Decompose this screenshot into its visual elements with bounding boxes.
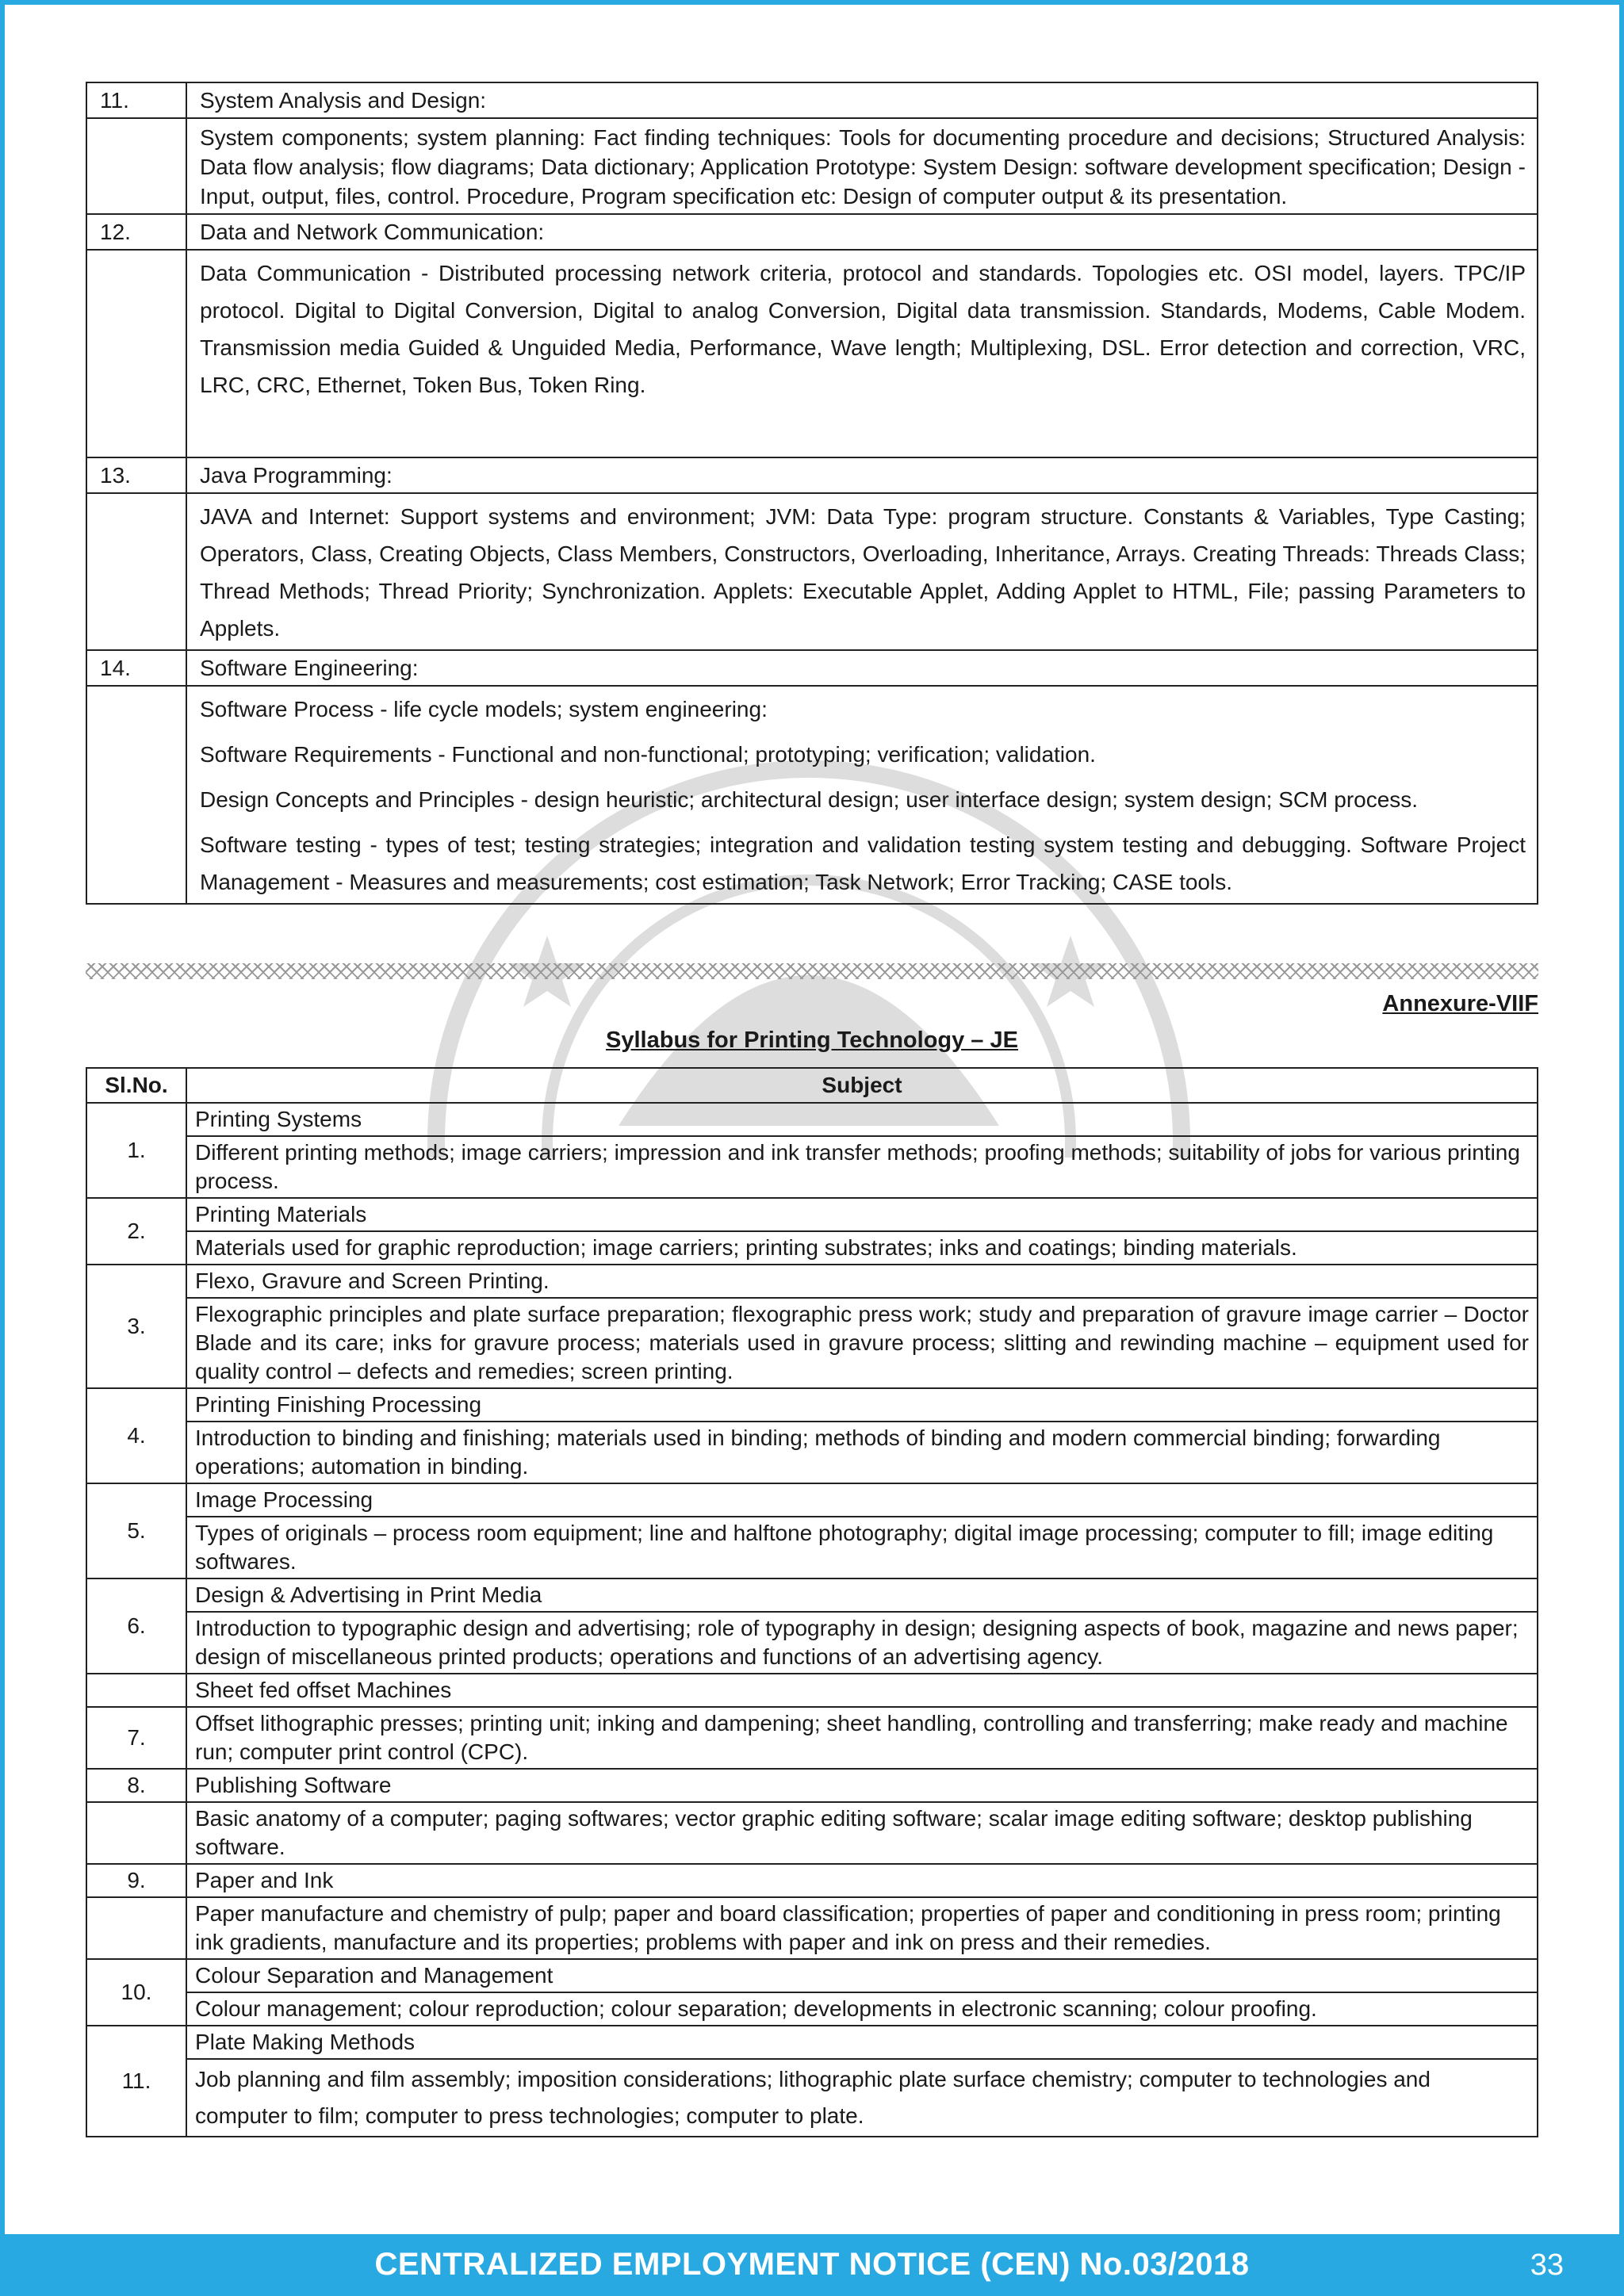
table-row	[86, 1388, 1538, 1422]
row-title: Data and Network Communication:	[186, 214, 1538, 250]
row-title: Colour Separation and Management	[186, 1959, 1538, 1992]
row-description	[186, 250, 1538, 457]
row-number: 13.	[86, 457, 186, 493]
row-paragraph: JAVA and Internet: Support systems and environment; JVM: Data Type: program structure. Constants & Variables, Type Casting; Operators, Class, Creating Objects, Class Members, Constructors, Overloading, Inheritance, Arrays. Creating Threads: Threads Class; Thread Methods; Thread Priority; Synchronization. Applets: Executable Applet, Adding Applet to HTML, File; passing Parameters to Applets.	[200, 504, 1526, 641]
row-title: Sheet fed offset Machines	[186, 1674, 1538, 1707]
table-row	[86, 118, 1538, 214]
table-row	[86, 1612, 1538, 1674]
table-row	[86, 1198, 1538, 1231]
row-number: 10.	[86, 1959, 186, 2026]
row-number: 5.	[86, 1483, 186, 1578]
row-paragraph: Software Requirements - Functional and non-functional; prototyping; verification; validation.	[200, 742, 1096, 767]
table-row	[86, 1103, 1538, 1136]
header-sl-no: Sl.No.	[86, 1068, 186, 1103]
syllabus-title: Syllabus for Printing Technology – JE	[606, 1027, 1018, 1053]
section-divider	[86, 963, 1538, 979]
row-description: Job planning and film assembly; imposition considerations; lithographic plate surface chemistry; computer to technologies and computer to film; computer to press technologies; computer to plate.	[186, 2059, 1538, 2137]
table-row	[86, 82, 1538, 118]
row-number: 11.	[86, 82, 186, 118]
row-number: 6.	[86, 1578, 186, 1674]
table-row	[86, 686, 1538, 904]
table-row	[86, 1298, 1538, 1388]
table-row	[86, 1802, 1538, 1864]
row-description	[186, 118, 1538, 214]
footer-title: CENTRALIZED EMPLOYMENT NOTICE (CEN) No.03/2018	[374, 2247, 1250, 2282]
row-description: Basic anatomy of a computer; paging softwares; vector graphic editing software; scalar image editing software; desktop publishing software.	[186, 1802, 1538, 1864]
row-title: Image Processing	[186, 1483, 1538, 1517]
row-number: 4.	[86, 1388, 186, 1483]
table-row	[86, 493, 1538, 650]
row-description: Paper manufacture and chemistry of pulp; paper and board classification; properties of paper and conditioning in press room; printing ink gradients, manufacture and its properties; problems with paper and ink on press and their remedies.	[186, 1897, 1538, 1959]
row-number: 7.	[86, 1707, 186, 1769]
row-title: Software Engineering:	[186, 650, 1538, 686]
syllabus-table-top	[86, 82, 1538, 905]
table-row	[86, 214, 1538, 250]
table-row	[86, 1897, 1538, 1959]
row-paragraph: Software testing - types of test; testing strategies; integration and validation testing system testing and debugging. Software Project Management - Measures and measurements; cost estimation; Task Network; Error Tracking; CASE tools.	[200, 832, 1526, 894]
row-description	[186, 493, 1538, 650]
table-row	[86, 1864, 1538, 1897]
table-row	[86, 1674, 1538, 1707]
row-title: Printing Systems	[186, 1103, 1538, 1136]
row-description: Colour management; colour reproduction; colour separation; developments in electronic scanning; colour proofing.	[186, 1992, 1538, 2026]
table-row	[86, 1517, 1538, 1578]
table-row	[86, 650, 1538, 686]
page-number: 33	[1530, 2248, 1564, 2282]
row-paragraph: Software Process - life cycle models; system engineering:	[200, 697, 768, 721]
row-description: Materials used for graphic reproduction; image carriers; printing substrates; inks and coatings; binding materials.	[186, 1231, 1538, 1265]
annexure-label: Annexure-VIIF	[1382, 991, 1538, 1016]
row-title: Java Programming:	[186, 457, 1538, 493]
row-description	[186, 686, 1538, 904]
row-description: Introduction to typographic design and advertising; role of typography in design; designing aspects of book, magazine and news paper; design of miscellaneous printed products; operations and functions of an advertising agency.	[186, 1612, 1538, 1674]
table-row	[86, 2026, 1538, 2059]
footer-bar	[0, 2234, 1624, 2296]
row-title: Paper and Ink	[186, 1864, 1538, 1897]
table-row	[86, 1992, 1538, 2026]
row-title: Design & Advertising in Print Media	[186, 1578, 1538, 1612]
row-description: Flexographic principles and plate surface preparation; flexographic press work; study and preparation of gravure image carrier – Doctor Blade and its care; inks for gravure process; materials used in gravure process; slitting and rewinding machine – equipment used for quality control – defects and remedies; screen printing.	[186, 1298, 1538, 1388]
row-number: 8.	[86, 1769, 186, 1802]
row-number: 11.	[86, 2026, 186, 2137]
row-number: 14.	[86, 650, 186, 686]
table-row	[86, 1231, 1538, 1265]
table-row	[86, 1422, 1538, 1483]
row-title: Flexo, Gravure and Screen Printing.	[186, 1265, 1538, 1298]
row-title: Printing Materials	[186, 1198, 1538, 1231]
table-header-row	[86, 1068, 1538, 1103]
table-row	[86, 1265, 1538, 1298]
row-description: Offset lithographic presses; printing unit; inking and dampening; sheet handling, controlling and transferring; make ready and machine run; computer print control (CPC).	[186, 1707, 1538, 1769]
table-row	[86, 1959, 1538, 1992]
row-number: 9.	[86, 1864, 186, 1897]
row-description: Different printing methods; image carriers; impression and ink transfer methods; proofing methods; suitability of jobs for various printing process.	[186, 1136, 1538, 1198]
table-row	[86, 457, 1538, 493]
row-number: 1.	[86, 1103, 186, 1198]
row-number: 12.	[86, 214, 186, 250]
row-title: System Analysis and Design:	[186, 82, 1538, 118]
row-number: 2.	[86, 1198, 186, 1265]
table-row	[86, 1483, 1538, 1517]
row-description: Types of originals – process room equipment; line and halftone photography; digital image processing; computer to fill; image editing softwares.	[186, 1517, 1538, 1578]
row-title: Plate Making Methods	[186, 2026, 1538, 2059]
table-row	[86, 1578, 1538, 1612]
row-paragraph: System components; system planning: Fact finding techniques: Tools for documenting procedure and decisions; Structured Analysis: Data flow analysis; flow diagrams; Data dictionary; Application Prototype: System Design: software development specification; Design - Input, output, files, control. Procedure, Program specification etc: Design of computer output & its presentation.	[200, 125, 1526, 209]
row-number: 3.	[86, 1265, 186, 1388]
table-row	[86, 1136, 1538, 1198]
row-title: Printing Finishing Processing	[186, 1388, 1538, 1422]
row-title: Publishing Software	[186, 1769, 1538, 1802]
table-row	[86, 1707, 1538, 1769]
row-paragraph: Data Communication - Distributed processing network criteria, protocol and standards. Topologies etc. OSI model, layers. TPC/IP protocol. Digital to Digital Conversion, Digital to analog Conversion, Digital data transmission. Standards, Modems, Cable Modem. Transmission media Guided & Unguided Media, Performance, Wave length; Multiplexing, DSL. Error detection and correction, VRC, LRC, CRC, Ethernet, Token Bus, Token Ring.	[200, 261, 1526, 397]
printing-technology-table	[86, 1067, 1538, 2137]
table-row	[86, 250, 1538, 457]
table-row	[86, 1769, 1538, 1802]
header-subject: Subject	[186, 1068, 1538, 1103]
table-row	[86, 2059, 1538, 2137]
row-paragraph: Design Concepts and Principles - design heuristic; architectural design; user interface design; system design; SCM process.	[200, 787, 1419, 812]
row-description: Introduction to binding and finishing; materials used in binding; methods of binding and modern commercial binding; forwarding operations; automation in binding.	[186, 1422, 1538, 1483]
